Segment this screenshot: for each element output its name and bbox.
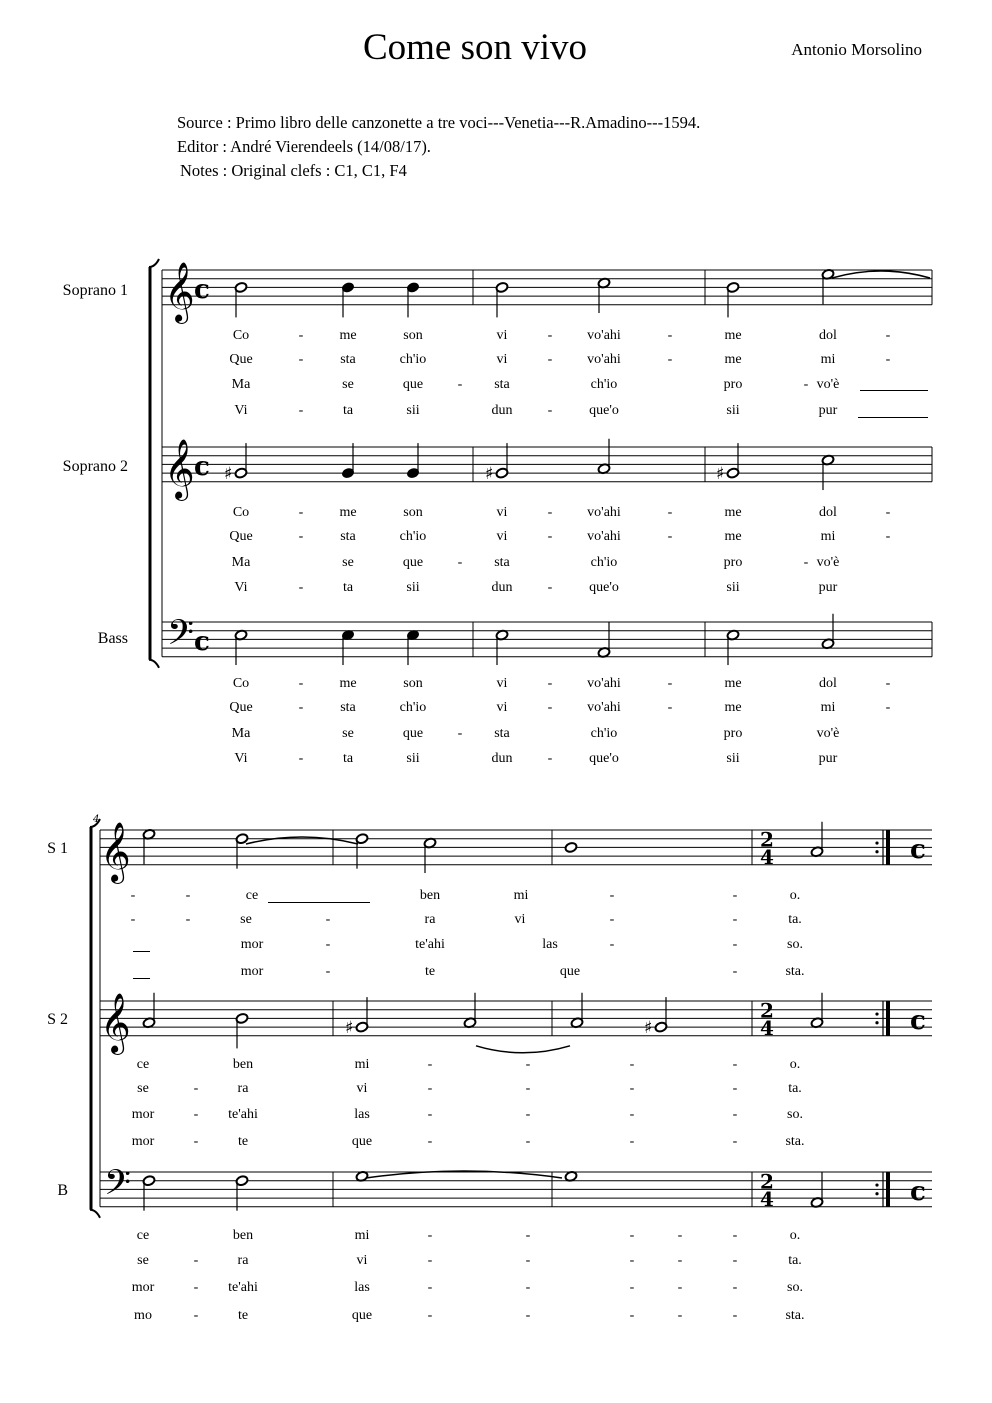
lyric-syllable: - (885, 505, 891, 520)
time-signature-top: 2 (760, 998, 774, 1023)
lyric-syllable: son (403, 676, 423, 691)
lyric-extender (860, 390, 928, 391)
lyric-syllable: sii (406, 751, 420, 766)
composer-name: Antonio Morsolino (791, 40, 922, 59)
lyric-syllable: - (732, 888, 738, 903)
lyric-syllable: te'ahi (228, 1280, 258, 1295)
lyric-syllable: mor (240, 964, 264, 979)
lyric-syllable: - (185, 888, 191, 903)
lyric-syllable: - (525, 1308, 531, 1323)
lyric-syllable: - (732, 1057, 738, 1072)
lyric-syllable: - (732, 912, 738, 927)
lyric-syllable: vi (514, 912, 526, 927)
repeat-dot (875, 850, 878, 853)
lyric-syllable: me (724, 328, 742, 343)
lyric-syllable: - (677, 1253, 683, 1268)
lyric-syllable: que (351, 1308, 373, 1323)
lyric-syllable: - (547, 403, 553, 418)
lyric-syllable: - (427, 1134, 433, 1149)
part-name-s1: S 1 (47, 840, 68, 857)
lyric-syllable: vo'ahi (587, 328, 621, 343)
lyric-syllable: que (402, 726, 424, 741)
lyric-syllable: que (559, 964, 581, 979)
lyric-syllable: ben (232, 1228, 254, 1243)
lyric-syllable: ch'io (399, 700, 427, 715)
bass-clef: 𝄢 (104, 1162, 132, 1212)
treble-clef: 𝄞 (164, 438, 195, 499)
repeat-dot (875, 1012, 878, 1015)
lyric-syllable: vo'è (816, 726, 840, 741)
part-name-bass: Bass (97, 630, 128, 647)
lyric-syllable: - (629, 1081, 635, 1096)
repeat-dot (875, 841, 878, 844)
lyric-syllable: - (427, 1057, 433, 1072)
lyric-syllable: mi (820, 700, 836, 715)
lyric-syllable: so. (787, 1280, 803, 1295)
lyric-syllable: vi (496, 700, 508, 715)
lyric-syllable: dun (491, 580, 513, 595)
lyric-syllable: vo'ahi (587, 676, 621, 691)
lyric-syllable: sta (340, 529, 356, 544)
lyric-syllable: - (298, 751, 304, 766)
lyric-syllable: sii (406, 403, 420, 418)
lyric-syllable: Que (229, 529, 253, 544)
notes-line: Notes : Original clefs : C1, C1, F4 (180, 161, 407, 180)
system-bracket (149, 259, 159, 267)
lyric-syllable: vi (496, 328, 508, 343)
repeat-dot (875, 1183, 878, 1186)
lyric-syllable: - (298, 328, 304, 343)
lyric-syllable: Que (229, 352, 253, 367)
lyric-syllable: se (342, 726, 354, 741)
lyric-syllable: - (547, 529, 553, 544)
part-name-s2: S 2 (47, 1011, 68, 1028)
lyric-syllable: mi (513, 888, 529, 903)
lyric-syllable: vo'è (816, 555, 840, 570)
lyric-syllable: - (325, 964, 331, 979)
lyric-syllable: - (193, 1280, 199, 1295)
lyric-syllable: - (298, 529, 304, 544)
lyric-syllable: - (193, 1134, 199, 1149)
lyric-syllable: me (724, 529, 742, 544)
time-signature-bottom: 4 (760, 844, 774, 869)
lyric-syllable: - (732, 1253, 738, 1268)
lyric-extender (268, 902, 370, 903)
sharp-sign: ♯ (485, 464, 494, 485)
lyric-syllable: - (667, 700, 673, 715)
lyric-syllable: - (427, 1308, 433, 1323)
lyric-syllable: - (525, 1280, 531, 1295)
lyric-syllable: dun (491, 751, 513, 766)
system-bracket (149, 660, 159, 668)
lyric-syllable: - (732, 964, 738, 979)
tie (832, 271, 930, 278)
lyric-syllable: me (724, 700, 742, 715)
lyric-syllable: Ma (231, 555, 251, 570)
lyric-syllable: o. (789, 888, 801, 903)
lyric-syllable: que (402, 555, 424, 570)
lyric-syllable: te (237, 1134, 249, 1149)
lyric-syllable: - (525, 1253, 531, 1268)
common-time: c (194, 275, 210, 306)
sharp-sign: ♯ (345, 1018, 354, 1039)
lyric-syllable: son (403, 328, 423, 343)
lyric-syllable: Vi (234, 403, 248, 418)
lyric-syllable: - (325, 937, 331, 952)
lyric-syllable: se (137, 1253, 149, 1268)
lyric-syllable: - (325, 912, 331, 927)
lyric-syllable: - (629, 1308, 635, 1323)
lyric-syllable: - (427, 1081, 433, 1096)
lyric-syllable: - (427, 1280, 433, 1295)
lyric-syllable: - (185, 912, 191, 927)
lyric-syllable: se (342, 377, 354, 392)
repeat-dot (875, 1021, 878, 1024)
lyric-syllable: Que (229, 700, 253, 715)
lyric-syllable: - (298, 352, 304, 367)
lyric-syllable: ben (419, 888, 441, 903)
lyric-syllable: - (885, 529, 891, 544)
lyric-syllable: pur (818, 580, 838, 595)
lyric-syllable: dol (819, 328, 837, 343)
lyric-syllable: pur (818, 751, 838, 766)
lyric-syllable: - (609, 912, 615, 927)
lyric-syllable: que'o (589, 751, 619, 766)
piece-title: Come son vivo (362, 27, 588, 68)
lyric-syllable: - (732, 1107, 738, 1122)
lyric-syllable: las (542, 937, 558, 952)
lyric-syllable: ta (342, 580, 354, 595)
lyric-syllable: mor (131, 1134, 155, 1149)
lyric-syllable: - (193, 1081, 199, 1096)
lyric-syllable: - (547, 328, 553, 343)
treble-clef: 𝄞 (164, 261, 195, 322)
lyric-syllable: - (609, 937, 615, 952)
lyric-syllable: que (351, 1134, 373, 1149)
editor-line: Editor : André Vierendeels (14/08/17). (177, 137, 431, 156)
lyric-syllable: las (354, 1107, 370, 1122)
lyric-syllable: ch'io (399, 529, 427, 544)
part-name-soprano-1: Soprano 1 (62, 282, 128, 299)
lyric-syllable: - (667, 328, 673, 343)
lyric-syllable: ta. (788, 912, 802, 927)
sharp-sign: ♯ (644, 1018, 653, 1039)
treble-clef: 𝄞 (100, 992, 131, 1053)
lyric-syllable: - (667, 352, 673, 367)
lyric-syllable: - (609, 888, 615, 903)
lyric-syllable: ce (136, 1057, 150, 1072)
lyric-syllable: vo'ahi (587, 505, 621, 520)
lyric-syllable: sta (340, 352, 356, 367)
lyric-syllable: dol (819, 505, 837, 520)
lyric-syllable: - (525, 1134, 531, 1149)
lyric-syllable: - (547, 352, 553, 367)
sharp-sign: ♯ (716, 464, 725, 485)
lyric-syllable: - (885, 352, 891, 367)
part-name-soprano-2: Soprano 2 (62, 458, 128, 475)
lyric-syllable: se (240, 912, 252, 927)
common-time: c (194, 627, 210, 658)
lyric-syllable: Ma (231, 377, 251, 392)
lyric-syllable: ta (342, 403, 354, 418)
lyric-syllable: sii (726, 580, 740, 595)
lyric-syllable: - (457, 377, 463, 392)
lyric-syllable: sta (494, 555, 510, 570)
lyric-syllable: - (629, 1057, 635, 1072)
lyric-syllable: ch'io (590, 377, 618, 392)
lyric-syllable: - (547, 700, 553, 715)
lyric-syllable: ch'io (590, 555, 618, 570)
lyric-syllable: - (732, 937, 738, 952)
lyric-syllable: me (339, 328, 357, 343)
lyric-syllable: - (525, 1057, 531, 1072)
lyric-syllable: - (667, 505, 673, 520)
lyric-syllable: pur (818, 403, 838, 418)
lyric-syllable: - (427, 1228, 433, 1243)
lyric-syllable: - (193, 1308, 199, 1323)
common-time: c (910, 1006, 926, 1037)
lyric-syllable: pro (723, 726, 743, 741)
lyric-syllable: sta (494, 726, 510, 741)
lyric-syllable: mi (354, 1057, 370, 1072)
lyric-syllable: vo'ahi (587, 529, 621, 544)
lyric-syllable: vi (496, 352, 508, 367)
time-signature-bottom: 4 (760, 1186, 774, 1211)
lyric-syllable: vi (356, 1253, 368, 1268)
lyric-syllable: - (885, 676, 891, 691)
lyric-syllable: ce (245, 888, 259, 903)
lyric-syllable: - (732, 1228, 738, 1243)
lyric-syllable: - (885, 700, 891, 715)
lyric-syllable: o. (789, 1057, 801, 1072)
lyric-syllable: - (298, 505, 304, 520)
lyric-syllable: - (298, 700, 304, 715)
time-signature-top: 2 (760, 1169, 774, 1194)
system-bracket (90, 1210, 100, 1218)
lyric-syllable: me (724, 676, 742, 691)
lyric-syllable: se (342, 555, 354, 570)
lyric-syllable: - (525, 1081, 531, 1096)
lyric-syllable: so. (787, 937, 803, 952)
lyric-syllable: mor (240, 937, 264, 952)
lyric-syllable: se (137, 1081, 149, 1096)
lyric-syllable: - (629, 1107, 635, 1122)
lyric-syllable: - (193, 1253, 199, 1268)
lyric-extender (133, 978, 150, 979)
lyric-syllable: - (427, 1107, 433, 1122)
lyric-syllable: sta. (785, 1134, 805, 1149)
lyric-syllable: - (547, 580, 553, 595)
lyric-syllable: o. (789, 1228, 801, 1243)
lyric-syllable: pro (723, 555, 743, 570)
time-signature-top: 2 (760, 827, 774, 852)
common-time: c (910, 1177, 926, 1208)
lyric-syllable: ta. (788, 1253, 802, 1268)
time-signature-bottom: 4 (760, 1015, 774, 1040)
lyric-syllable: Co (232, 676, 250, 691)
tie (476, 1046, 570, 1053)
measure-number: 4 (93, 814, 100, 825)
lyric-syllable: ch'io (399, 352, 427, 367)
lyric-syllable: Vi (234, 751, 248, 766)
tie (246, 837, 358, 844)
lyric-syllable: pro (723, 377, 743, 392)
lyric-syllable: vi (496, 505, 508, 520)
lyric-syllable: ra (237, 1081, 249, 1096)
lyric-syllable: ta. (788, 1081, 802, 1096)
source-line: Source : Primo libro delle canzonette a tre voci---Venetia---R.Amadino---1594. (177, 113, 701, 132)
lyric-syllable: - (732, 1280, 738, 1295)
lyric-syllable: te'ahi (415, 937, 445, 952)
lyric-syllable: sii (726, 403, 740, 418)
treble-clef: 𝄞 (100, 821, 131, 882)
lyric-syllable: te (237, 1308, 249, 1323)
lyric-syllable: ben (232, 1057, 254, 1072)
lyric-syllable: me (339, 505, 357, 520)
lyric-syllable: sta. (785, 964, 805, 979)
lyric-syllable: - (629, 1280, 635, 1295)
lyric-syllable: que'o (589, 580, 619, 595)
lyric-syllable: - (629, 1134, 635, 1149)
lyric-syllable: mo (134, 1308, 152, 1323)
lyric-syllable: vi (356, 1081, 368, 1096)
lyric-syllable: Co (232, 505, 250, 520)
lyric-syllable: las (354, 1280, 370, 1295)
lyric-syllable: so. (787, 1107, 803, 1122)
lyric-syllable: - (547, 751, 553, 766)
lyric-syllable: - (457, 555, 463, 570)
lyric-syllable: - (525, 1228, 531, 1243)
sharp-sign: ♯ (224, 464, 233, 485)
lyric-syllable: - (298, 580, 304, 595)
lyric-syllable: - (732, 1308, 738, 1323)
lyric-syllable: - (677, 1280, 683, 1295)
lyric-syllable: que (402, 377, 424, 392)
lyric-syllable: mor (131, 1107, 155, 1122)
lyric-syllable: - (547, 505, 553, 520)
lyric-syllable: - (547, 676, 553, 691)
lyric-syllable: que'o (589, 403, 619, 418)
lyric-syllable: - (130, 888, 136, 903)
lyric-syllable: me (339, 676, 357, 691)
lyric-syllable: sii (726, 751, 740, 766)
lyric-syllable: dol (819, 676, 837, 691)
lyric-syllable: - (885, 328, 891, 343)
lyric-syllable: - (525, 1107, 531, 1122)
lyric-syllable: - (677, 1308, 683, 1323)
lyric-syllable: sii (406, 580, 420, 595)
lyric-syllable: vo'ahi (587, 352, 621, 367)
lyric-syllable: te (424, 964, 436, 979)
lyric-syllable: me (724, 505, 742, 520)
lyric-syllable: vi (496, 529, 508, 544)
lyric-syllable: - (298, 403, 304, 418)
lyric-syllable: mor (131, 1280, 155, 1295)
common-time: c (194, 452, 210, 483)
lyric-syllable: dun (491, 403, 513, 418)
lyric-syllable: vi (496, 676, 508, 691)
lyric-syllable: Vi (234, 580, 248, 595)
lyric-syllable: - (629, 1253, 635, 1268)
lyric-syllable: ra (237, 1253, 249, 1268)
lyric-syllable: Ma (231, 726, 251, 741)
lyric-syllable: - (803, 555, 809, 570)
lyric-extender (133, 951, 150, 952)
lyric-syllable: Co (232, 328, 250, 343)
lyric-syllable: sta (494, 377, 510, 392)
lyric-syllable: - (193, 1107, 199, 1122)
lyric-syllable: sta. (785, 1308, 805, 1323)
lyric-syllable: - (803, 377, 809, 392)
lyric-syllable: ra (424, 912, 436, 927)
lyric-syllable: son (403, 505, 423, 520)
lyric-syllable: ce (136, 1228, 150, 1243)
lyric-syllable: me (724, 352, 742, 367)
lyric-syllable: sta (340, 700, 356, 715)
lyric-syllable: - (629, 1228, 635, 1243)
lyric-syllable: vo'è (816, 377, 840, 392)
lyric-syllable: mi (820, 529, 836, 544)
lyric-syllable: - (677, 1228, 683, 1243)
lyric-syllable: ta (342, 751, 354, 766)
lyric-syllable: mi (820, 352, 836, 367)
bass-clef: 𝄢 (167, 612, 195, 662)
lyric-syllable: - (298, 676, 304, 691)
lyric-syllable: - (130, 912, 136, 927)
common-time: c (910, 835, 926, 866)
note (564, 842, 577, 854)
lyric-syllable: - (732, 1081, 738, 1096)
lyric-syllable: - (457, 726, 463, 741)
lyric-syllable: ch'io (590, 726, 618, 741)
repeat-dot (875, 1192, 878, 1195)
lyric-syllable: te'ahi (228, 1107, 258, 1122)
part-name-b: B (57, 1182, 68, 1199)
lyric-syllable: - (667, 529, 673, 544)
lyric-syllable: vo'ahi (587, 700, 621, 715)
lyric-syllable: - (732, 1134, 738, 1149)
lyric-syllable: - (667, 676, 673, 691)
lyric-extender (858, 417, 928, 418)
lyric-syllable: mi (354, 1228, 370, 1243)
lyric-syllable: - (427, 1253, 433, 1268)
